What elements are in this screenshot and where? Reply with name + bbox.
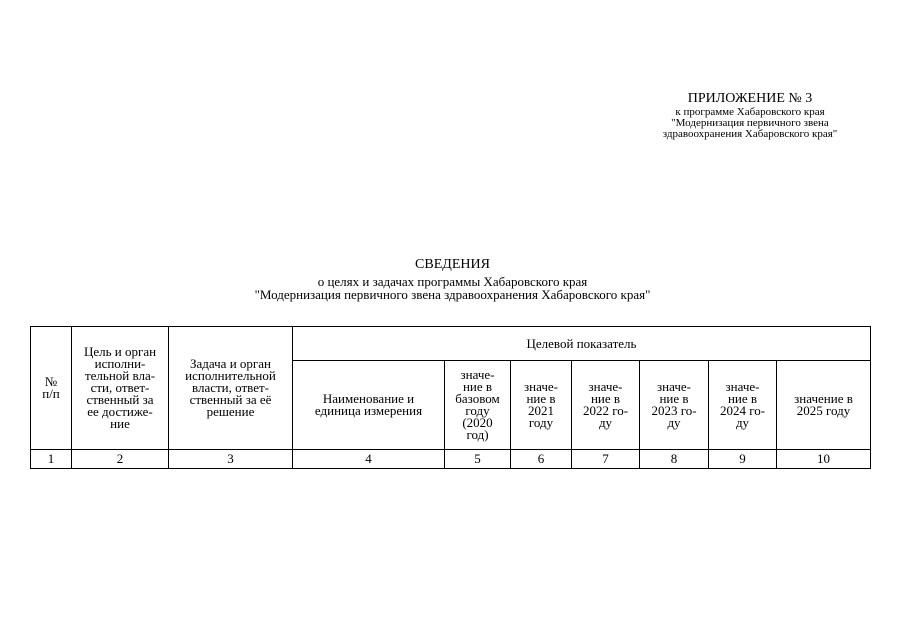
appendix-line-2: "Модернизация первичного звена [671,117,829,129]
header-number: № п/п [31,327,72,450]
column-number: 8 [640,450,709,469]
goals-table [30,326,871,469]
appendix-header [640,91,860,140]
title-line-2: "Модернизация первичного звена здравоохранения Хабаровского края" [254,287,651,302]
subheader-2022: значе- ние в 2022 го- ду [572,361,640,450]
header-target-indicator: Целевой показатель [293,327,871,361]
column-number: 2 [72,450,169,469]
column-number: 10 [777,450,871,469]
subheader-2025: значение в 2025 году [777,361,871,450]
subheader-name-unit: Наименование и единица измерения [293,361,445,450]
header-goal: Цель и орган исполни- тельной вла- сти, ответ- ственный за ее достиже- ние [72,327,169,450]
subheader-2024: значе- ние в 2024 го- ду [709,361,777,450]
subheader-2021: значе- ние в 2021 году [511,361,572,450]
title-line-1: о целях и задачах программы Хабаровского края [317,274,588,289]
document-title [0,257,905,301]
column-number: 1 [31,450,72,469]
title-main: СВЕДЕНИЯ [415,257,490,272]
column-number: 5 [445,450,511,469]
appendix-line-3: здравоохранения Хабаровского края" [662,128,838,140]
header-task: Задача и орган исполнительной власти, ответ- ственный за её решение [169,327,293,450]
appendix-line-1: к программе Хабаровского края [675,106,825,118]
subheader-2023: значе- ние в 2023 го- ду [640,361,709,450]
table-number-row [31,450,871,469]
column-number: 4 [293,450,445,469]
appendix-heading: ПРИЛОЖЕНИЕ № 3 [687,91,813,106]
column-number: 3 [169,450,293,469]
column-number: 9 [709,450,777,469]
column-number: 6 [511,450,572,469]
table-header-row [31,327,871,361]
subheader-base-year: значе- ние в базовом году (2020 год) [445,361,511,450]
column-number: 7 [572,450,640,469]
